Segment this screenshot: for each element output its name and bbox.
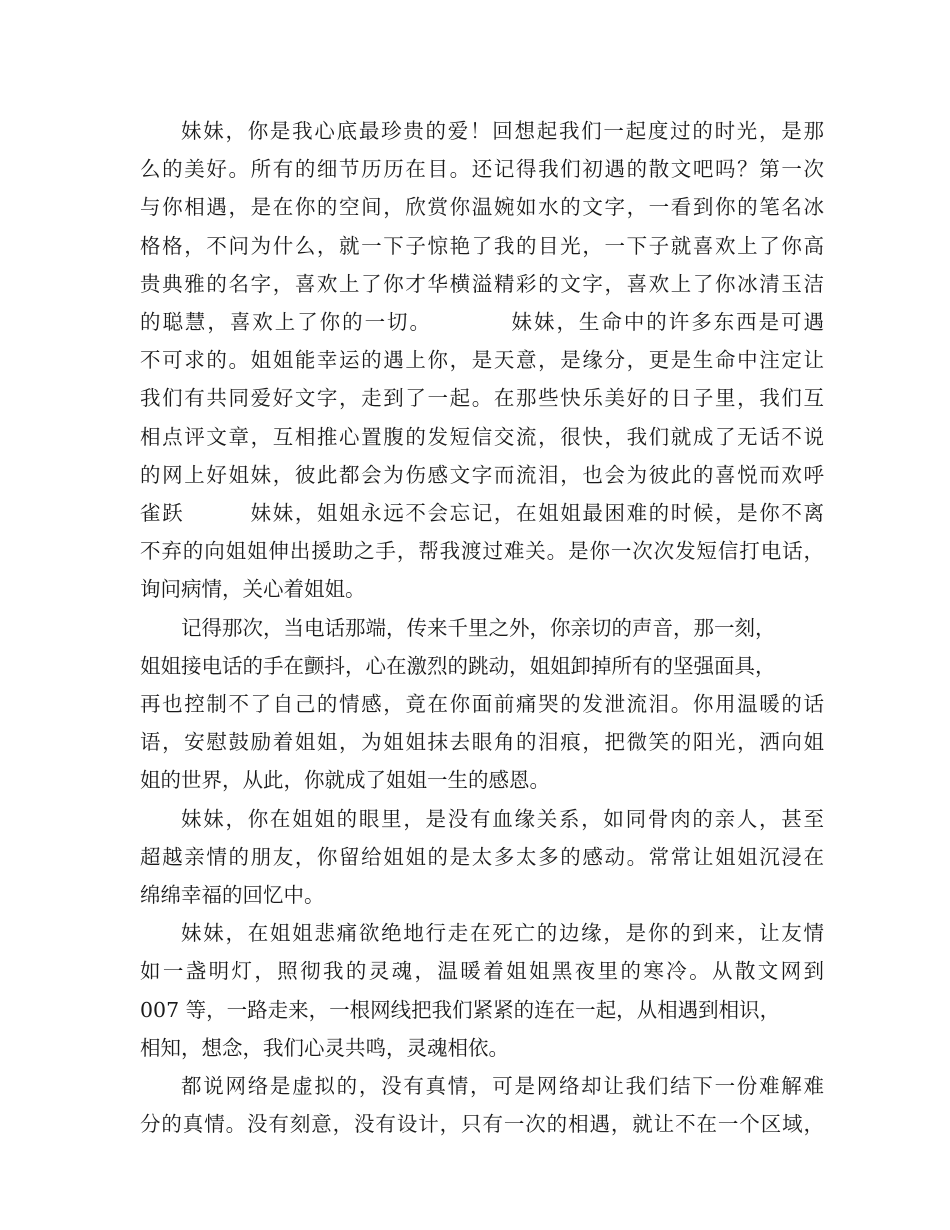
text-line: 格格，不问为什么，就一下子惊艳了我的目光，一下子就喜欢上了你高 (140, 233, 824, 258)
text-line: 不可求的。姐姐能幸运的遇上你，是天意，是缘分，更是生命中注定让 (140, 348, 824, 373)
text-line: 么的美好。所有的细节历历在目。还记得我们初遇的散文吧吗？第一次 (140, 157, 824, 182)
text-line: 妹妹，在姐姐悲痛欲绝地行走在死亡的边缘，是你的到来，让友情 (181, 921, 824, 946)
text-line: 姐姐接电话的手在颤抖，心在激烈的跳动，姐姐卸掉所有的坚强面具， (140, 653, 776, 678)
text-line: 贵典雅的名字，喜欢上了你才华横溢精彩的文字，喜欢上了你冰清玉洁 (140, 271, 824, 296)
text-line: 不弃的向姐姐伸出援助之手，帮我渡过难关。是你一次次发短信打电话， (140, 539, 824, 564)
text-line: 语，安慰鼓励着姐姐，为姐姐抹去眼角的泪痕，把微笑的阳光，洒向姐 (140, 730, 824, 755)
text-line: 绵绵幸福的回忆中。 (140, 883, 325, 908)
text-line: 妹妹，你在姐姐的眼里，是没有血缘关系，如同骨肉的亲人，甚至 (181, 806, 824, 831)
text-line: 分的真情。没有刻意，没有设计，只有一次的相遇，就让不在一个区域， (140, 1112, 824, 1137)
text-line: 相知，想念，我们心灵共鸣，灵魂相依。 (140, 1035, 509, 1060)
text-line: 我们有共同爱好文字，走到了一起。在那些快乐美好的日子里，我们互 (140, 386, 824, 411)
text-line: 超越亲情的朋友，你留给姐姐的是太多太多的感动。常常让姐姐沉浸在 (140, 844, 824, 869)
text-line: 与你相遇，是在你的空间，欣赏你温婉如水的文字，一看到你的笔名冰 (140, 195, 824, 220)
text-line: 的网上好姐妹，彼此都会为伤感文字而流泪，也会为彼此的喜悦而欢呼 (140, 462, 824, 487)
text-line: 如一盏明灯，照彻我的灵魂，温暖着姐姐黑夜里的寒冷。从散文网到 (140, 959, 824, 984)
text-line: 询问病情，关心着姐姐。 (140, 577, 366, 602)
text-line: 都说网络是虚拟的，没有真情，可是网络却让我们结下一份难解难 (181, 1074, 824, 1099)
text-line: 记得那次，当电话那端，传来千里之外，你亲切的声音，那一刻， (181, 615, 776, 640)
text-line: 007 等，一路走来，一根网线把我们紧紧的连在一起，从相遇到相识， (140, 997, 781, 1022)
document-body (140, 112, 824, 1143)
text-line: 的聪慧，喜欢上了你的一切。 妹妹，生命中的许多东西是可遇 (140, 310, 824, 335)
text-line: 雀跃 妹妹，姐姐永远不会忘记，在姐姐最困难的时候，是你不离 (140, 501, 824, 526)
text-line: 姐的世界，从此，你就成了姐姐一生的感恩。 (140, 768, 550, 793)
text-line: 相点评文章，互相推心置腹的发短信交流，很快，我们就成了无话不说 (140, 424, 824, 449)
text-line: 再也控制不了自己的情感，竟在你面前痛哭的发泄流泪。你用温暖的话 (140, 692, 824, 717)
text-line: 妹妹，你是我心底最珍贵的爱！回想起我们一起度过的时光，是那 (181, 119, 824, 143)
